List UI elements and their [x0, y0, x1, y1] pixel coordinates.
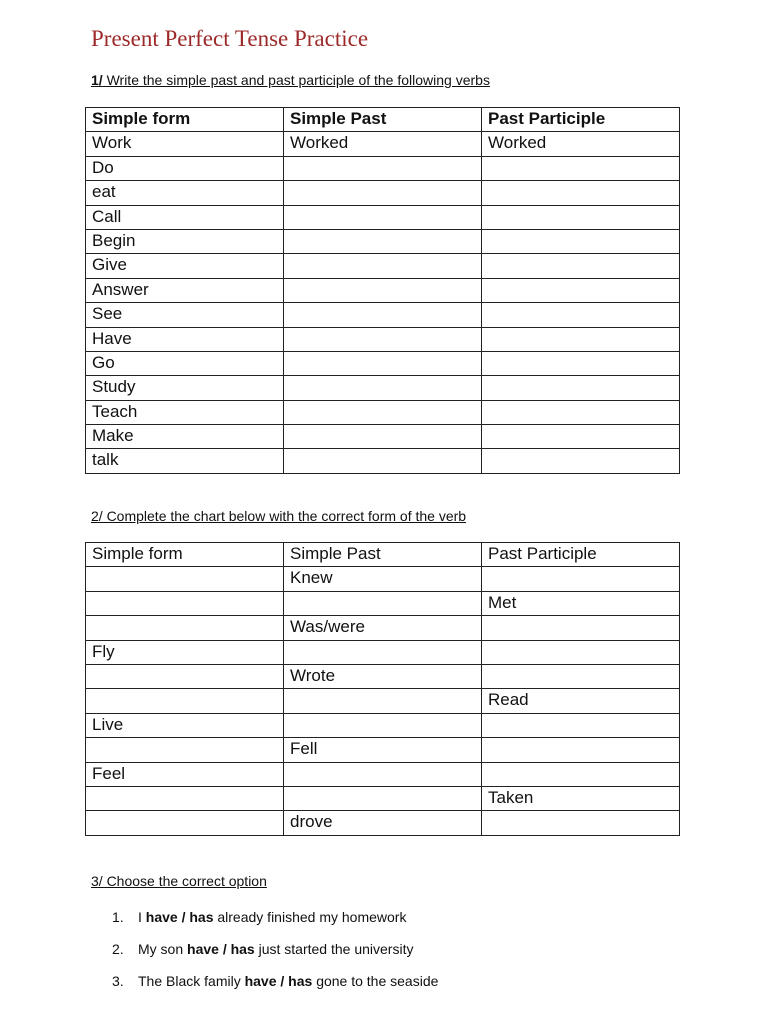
table1-header-row — [86, 108, 680, 132]
table1-cell-simple-past — [284, 205, 482, 229]
table2-cell-past-participle — [482, 567, 680, 591]
option-number: 1. — [112, 909, 124, 925]
verb-table-1 — [85, 107, 680, 474]
table2-header-row — [86, 543, 680, 567]
table1-cell-past-participle — [482, 229, 680, 253]
table1-cell-past-participle — [482, 449, 680, 473]
table1-cell-simple-form: eat — [86, 181, 284, 205]
table2-cell-simple-form — [86, 616, 284, 640]
table2-cell-simple-form: Fly — [86, 640, 284, 664]
table1-cell-simple-form: Do — [86, 156, 284, 180]
table-row — [86, 205, 680, 229]
section-3-instruction: 3/ Choose the correct option — [91, 873, 267, 889]
table-row — [86, 616, 680, 640]
table-row — [86, 181, 680, 205]
option-choice: have / has — [187, 941, 255, 957]
table2-cell-past-participle — [482, 640, 680, 664]
table2-cell-simple-past: Wrote — [284, 664, 482, 688]
option-rest: just started the university — [258, 941, 414, 957]
table1-cell-simple-past — [284, 278, 482, 302]
table1-header-simple-past: Simple Past — [284, 108, 482, 132]
table2-cell-simple-past: Knew — [284, 567, 482, 591]
table1-cell-simple-past — [284, 449, 482, 473]
table1-cell-past-participle — [482, 425, 680, 449]
table2-cell-past-participle: Read — [482, 689, 680, 713]
verb-table-2 — [85, 542, 680, 836]
table1-cell-simple-past — [284, 254, 482, 278]
table1-cell-simple-form: Work — [86, 132, 284, 156]
table1-header-simple-form: Simple form — [86, 108, 284, 132]
table1-cell-simple-past: Worked — [284, 132, 482, 156]
table-row — [86, 376, 680, 400]
section-1-number: 1/ — [91, 72, 103, 88]
table1-cell-simple-past — [284, 425, 482, 449]
table2-cell-simple-past — [284, 713, 482, 737]
table-row — [86, 229, 680, 253]
table1-cell-simple-past — [284, 181, 482, 205]
table2-cell-past-participle — [482, 616, 680, 640]
table-row — [86, 400, 680, 424]
table2-cell-simple-past: Was/were — [284, 616, 482, 640]
table2-cell-simple-past — [284, 640, 482, 664]
table2-cell-past-participle — [482, 762, 680, 786]
table-row — [86, 664, 680, 688]
table1-cell-simple-past — [284, 303, 482, 327]
table1-cell-past-participle — [482, 181, 680, 205]
table1-cell-simple-form: Go — [86, 351, 284, 375]
list-item — [112, 906, 438, 938]
option-choice: have / has — [244, 973, 313, 989]
table1-cell-simple-past — [284, 400, 482, 424]
table2-cell-simple-past — [284, 762, 482, 786]
table2-cell-simple-past — [284, 786, 482, 810]
option-rest: gone to the seaside — [316, 973, 439, 989]
table-row — [86, 713, 680, 737]
table1-cell-past-participle — [482, 205, 680, 229]
table2-cell-simple-past — [284, 591, 482, 615]
table1-cell-simple-past — [284, 229, 482, 253]
option-subject: My son — [138, 941, 184, 957]
section-1-instruction — [91, 72, 490, 88]
table1-cell-simple-form: See — [86, 303, 284, 327]
table1-cell-past-participle — [482, 303, 680, 327]
table1-cell-simple-form: Answer — [86, 278, 284, 302]
page-title: Present Perfect Tense Practice — [91, 26, 369, 51]
table1-cell-past-participle — [482, 327, 680, 351]
table2-cell-simple-form: Feel — [86, 762, 284, 786]
table2-cell-past-participle: Met — [482, 591, 680, 615]
table1-cell-simple-form: Call — [86, 205, 284, 229]
table-row — [86, 327, 680, 351]
section-2-instruction: 2/ Complete the chart below with the correct form of the verb — [91, 508, 467, 524]
table-row — [86, 786, 680, 810]
table1-cell-simple-past — [284, 156, 482, 180]
table2-cell-simple-form — [86, 591, 284, 615]
table2-cell-past-participle — [482, 738, 680, 762]
section-1-text: Write the simple past and past participle of the following verbs — [106, 72, 490, 88]
table-row — [86, 278, 680, 302]
table2-cell-past-participle: Taken — [482, 786, 680, 810]
table-row — [86, 449, 680, 473]
table1-cell-simple-form: Make — [86, 425, 284, 449]
table1-cell-simple-past — [284, 376, 482, 400]
table1-cell-past-participle — [482, 400, 680, 424]
table2-cell-past-participle — [482, 811, 680, 835]
table1-cell-simple-form: talk — [86, 449, 284, 473]
table-row — [86, 303, 680, 327]
option-number: 3. — [112, 973, 124, 989]
table1-cell-simple-form: Give — [86, 254, 284, 278]
table1-cell-simple-form: Begin — [86, 229, 284, 253]
table2-cell-past-participle — [482, 713, 680, 737]
option-number: 2. — [112, 941, 124, 957]
option-choice: have / has — [145, 909, 214, 925]
table2-cell-simple-form — [86, 811, 284, 835]
table-row — [86, 425, 680, 449]
table1-header-past-participle: Past Participle — [482, 108, 680, 132]
table-row — [86, 567, 680, 591]
table-row — [86, 254, 680, 278]
table-row — [86, 689, 680, 713]
table-row — [86, 351, 680, 375]
table1-cell-simple-past — [284, 327, 482, 351]
table1-cell-simple-form: Have — [86, 327, 284, 351]
table1-cell-past-participle — [482, 278, 680, 302]
table2-cell-simple-form — [86, 664, 284, 688]
table2-header-past-participle: Past Participle — [482, 543, 680, 567]
table2-cell-simple-past: drove — [284, 811, 482, 835]
table-row — [86, 591, 680, 615]
table2-cell-simple-form — [86, 738, 284, 762]
table1-cell-past-participle — [482, 156, 680, 180]
options-list — [112, 906, 438, 1002]
table2-cell-simple-past — [284, 689, 482, 713]
table-row — [86, 811, 680, 835]
table2-header-simple-form: Simple form — [86, 543, 284, 567]
option-subject: The Black family — [138, 973, 241, 989]
table-row — [86, 762, 680, 786]
table-row — [86, 132, 680, 156]
table1-cell-past-participle: Worked — [482, 132, 680, 156]
table1-cell-past-participle — [482, 254, 680, 278]
table1-cell-simple-form: Teach — [86, 400, 284, 424]
option-rest: already finished my homework — [217, 909, 407, 925]
table2-cell-simple-past: Fell — [284, 738, 482, 762]
table2-cell-simple-form: Live — [86, 713, 284, 737]
table1-cell-past-participle — [482, 351, 680, 375]
list-item — [112, 938, 438, 970]
table2-cell-past-participle — [482, 664, 680, 688]
table1-cell-simple-past — [284, 351, 482, 375]
option-subject: I — [138, 909, 142, 925]
table-row — [86, 738, 680, 762]
table1-cell-simple-form: Study — [86, 376, 284, 400]
table2-cell-simple-form — [86, 567, 284, 591]
table2-cell-simple-form — [86, 689, 284, 713]
table-row — [86, 156, 680, 180]
table1-cell-past-participle — [482, 376, 680, 400]
table2-header-simple-past: Simple Past — [284, 543, 482, 567]
table-row — [86, 640, 680, 664]
list-item — [112, 970, 438, 1002]
table2-cell-simple-form — [86, 786, 284, 810]
